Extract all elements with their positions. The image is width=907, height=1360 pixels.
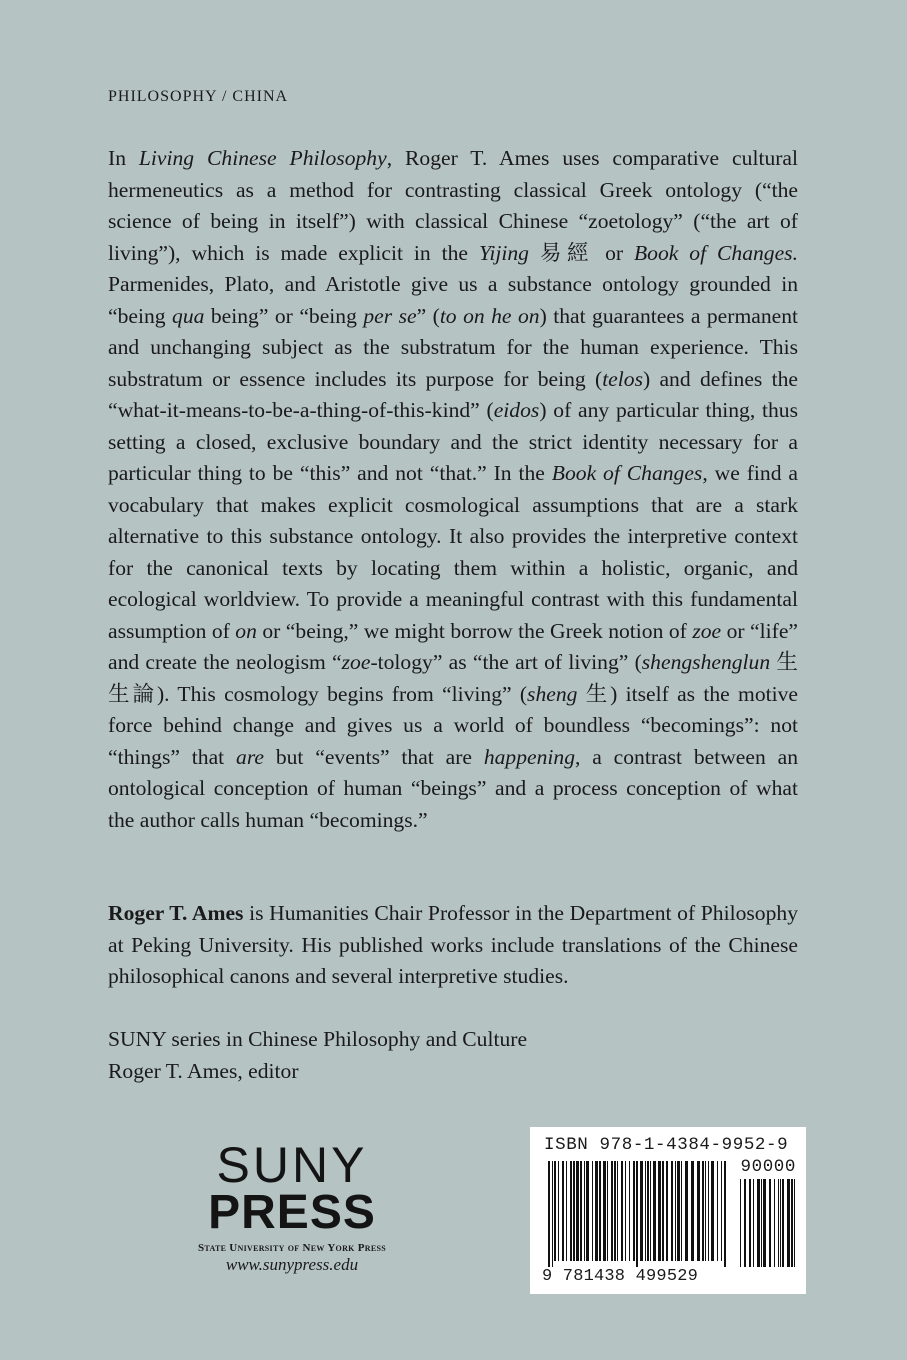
barcode-addon-bar <box>774 1179 775 1267</box>
barcode-bar <box>717 1161 718 1261</box>
barcode-bar <box>566 1161 567 1261</box>
italic-term: to on he on <box>439 303 540 328</box>
barcode-bar <box>603 1161 606 1261</box>
barcode-bar <box>617 1161 618 1261</box>
barcode-bar <box>675 1161 676 1261</box>
barcode-box <box>530 1127 806 1294</box>
barcode-bar <box>573 1161 575 1261</box>
italic-term: are <box>236 744 264 769</box>
italic-term: zoe <box>341 650 371 674</box>
author-name: Roger T. Ames <box>108 901 244 925</box>
barcode-addon-bar <box>794 1179 795 1267</box>
italic-term: telos <box>602 366 643 391</box>
barcode-bar <box>584 1161 585 1261</box>
barcode-bar <box>724 1161 726 1267</box>
barcode-addon-bar <box>778 1179 779 1267</box>
italic-term: Yijing <box>478 240 529 265</box>
barcode-addon-bar <box>763 1179 766 1267</box>
barcode-bar <box>645 1161 646 1261</box>
barcode-bar <box>636 1161 638 1267</box>
book-description <box>108 143 798 836</box>
text-run: , a contrast between an ontological conception of human “beings” and a process conception of what the author calls human “becomings.” <box>108 744 798 832</box>
barcode-bar <box>633 1161 635 1261</box>
barcode-bar <box>653 1161 656 1261</box>
barcode-bar <box>595 1161 598 1261</box>
barcode-addon-bar <box>749 1179 751 1267</box>
barcode-bar <box>548 1161 550 1267</box>
barcode-addon-bar <box>782 1179 784 1267</box>
barcode-bar <box>662 1161 664 1261</box>
text-run: ) and defines the “what-it-means-to-be-a-thing-of-this-kind” ( <box>108 366 798 422</box>
italic-term: on <box>235 618 257 643</box>
barcode-bar <box>552 1161 553 1267</box>
barcode-addon-bar <box>769 1179 771 1267</box>
barcode-bar <box>721 1161 722 1261</box>
italic-term: qua <box>172 303 205 328</box>
barcode-bar <box>697 1161 700 1261</box>
italic-term: Living Chinese Philosophy <box>138 146 387 170</box>
barcode-bar <box>708 1161 709 1261</box>
publisher-full-name: State University of New York Press <box>198 1242 386 1254</box>
author-bio <box>108 898 798 993</box>
barcode-bar <box>614 1161 616 1261</box>
italic-term: Book of Changes <box>551 461 703 485</box>
series-editor: Roger T. Ames, editor <box>108 1058 299 1083</box>
barcode-bar <box>685 1161 688 1261</box>
barcode-bar <box>705 1161 706 1261</box>
text-run: ) of any particular thing, thus setting a closed, exclusive boundary and the strict identity necessary for a particular thing to be “this” and not “that.” In the <box>108 398 798 485</box>
logo-suny: SUNY <box>216 1137 368 1193</box>
text-run: , we find a vocabulary that makes explicit cosmological assumptions that are a stark alternative to this substance ontology. It also provides the interpretive context for the canonical texts by locating them within a holistic, organic, and ecological worldview. To provide a meaningful contrast with this fundamental assumption of <box>108 461 798 643</box>
barcode-bar <box>558 1161 559 1261</box>
barcode-bar <box>621 1161 623 1261</box>
barcode-bar <box>599 1161 601 1261</box>
italic-term: per se <box>363 303 417 328</box>
series-title: SUNY series in Chinese Philosophy and Culture <box>108 1027 528 1051</box>
text-run: or “being,” we might borrow the Greek notion of <box>256 618 693 643</box>
text-run: 生生論). This cosmology begins from “living” ( <box>108 650 798 706</box>
text-run: 生) itself as the motive force behind change and gives us a world of boundless “becomings”: not “things” that <box>108 681 798 769</box>
publisher-url: www.sunypress.edu <box>225 1255 359 1274</box>
italic-term: eidos <box>493 398 540 422</box>
barcode-addon-bar <box>791 1179 793 1267</box>
barcode-bar <box>625 1161 626 1261</box>
text-run: but “events” that are <box>264 744 484 769</box>
text-run: 易經 or <box>528 240 634 265</box>
text-run: or “life” and create the neologism “ <box>108 618 798 674</box>
barcode-bar <box>650 1161 651 1261</box>
price-addon: 90000 <box>740 1157 796 1177</box>
italic-term: zoe <box>692 618 722 643</box>
text-run: -tology” as “the art of living” ( <box>370 650 642 674</box>
barcode-bar <box>570 1161 572 1261</box>
text-run: ) that guarantees a permanent and unchanging subject as the substratum for the human experience. This substratum or essence includes its purpose for being ( <box>108 303 798 391</box>
barcode-addon-bar <box>757 1179 760 1267</box>
barcode-bar <box>629 1161 630 1261</box>
barcode-bar <box>677 1161 680 1261</box>
barcode-addon-bar <box>787 1179 790 1267</box>
barcode-digits: 9 781438 499529 <box>542 1267 699 1286</box>
barcode-addon-bar <box>753 1179 754 1267</box>
barcode-bar <box>711 1161 714 1261</box>
barcode-bar <box>592 1161 593 1261</box>
barcode-addon-bar <box>761 1179 762 1267</box>
text-run: ” ( <box>416 303 440 328</box>
barcode-bar <box>576 1161 579 1261</box>
barcode-bar <box>671 1161 673 1261</box>
italic-term: Book of Changes. <box>633 240 798 265</box>
barcode-bar <box>658 1161 661 1261</box>
isbn-label: ISBN 978-1-4384-9952-9 <box>544 1135 789 1155</box>
barcode-bar <box>562 1161 564 1261</box>
italic-term: sheng <box>527 681 578 706</box>
italic-term: happening <box>483 744 575 769</box>
text-run: being” or “being <box>204 303 364 328</box>
barcode-bar <box>580 1161 582 1261</box>
barcode-addon-bar <box>744 1179 746 1267</box>
barcode-bar <box>681 1161 682 1261</box>
barcode-bar <box>640 1161 643 1261</box>
category-label: PHILOSOPHY / CHINA <box>108 88 289 105</box>
publisher-logo <box>172 1137 412 1275</box>
barcode-bar <box>666 1161 668 1261</box>
text-run: In <box>108 146 139 170</box>
text-run: Parmenides, Plato, and Aristotle give us a substance ontology grounded in “being <box>108 272 798 328</box>
barcode-addon-bar <box>740 1179 741 1267</box>
series-info <box>108 1024 527 1087</box>
barcode-bar <box>607 1161 608 1261</box>
barcode-bar <box>647 1161 649 1261</box>
italic-term: shengshenglun <box>641 650 771 674</box>
barcode-bar <box>702 1161 704 1261</box>
barcode-bar <box>586 1161 589 1261</box>
barcode-bar <box>611 1161 613 1261</box>
barcode-bar <box>554 1161 556 1261</box>
author-bio-text: is Humanities Chair Professor in the Department of Philosophy at Peking University. His published works include translations of the Chinese philosophical canons and several interpretive studies. <box>108 901 798 988</box>
barcode-bar <box>691 1161 694 1261</box>
barcode-addon-bar <box>780 1179 781 1267</box>
text-run: , Roger T. Ames uses comparative cultural hermeneutics as a method for contrasting classical Greek ontology (“the science of being in itself”) with classical Chinese “zoetology” (“the art of living”), which is made explicit in the <box>108 146 799 265</box>
logo-press: PRESS <box>208 1186 376 1239</box>
